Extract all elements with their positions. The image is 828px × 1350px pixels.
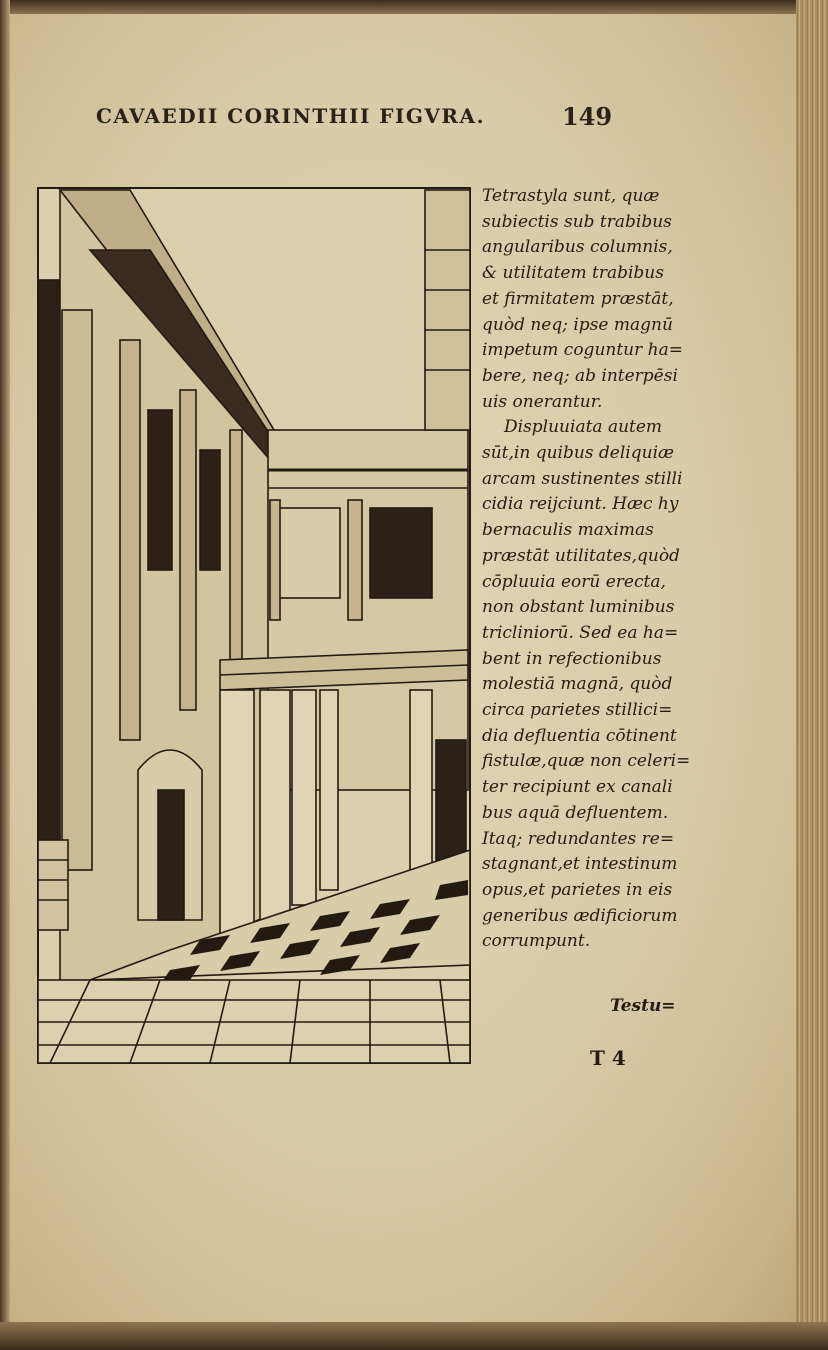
text-line: Itaq; redundantes re= [482, 828, 675, 849]
text-line: impetum coguntur ha= [482, 340, 683, 361]
courtyard-woodcut-illustration [30, 150, 475, 1068]
text-line: non obstant luminibus [482, 597, 675, 618]
text-line: subiectis sub trabibus [482, 211, 672, 232]
text-line: bent in refectionibus [482, 648, 662, 669]
text-line: cidia reijciunt. Hæc hy [482, 494, 679, 515]
text-line: fistulæ,quæ non celeri= [482, 751, 691, 772]
text-line: præstāt utilitates,quòd [482, 545, 680, 566]
catchword: Testu= [610, 996, 676, 1016]
text-line: ter recipiunt ex canali [482, 777, 673, 798]
text-line: uis onerantur. [482, 391, 603, 412]
text-line: Tetrastyla sunt, quæ [482, 186, 660, 206]
page-header [96, 104, 626, 134]
page-top-edge [0, 0, 828, 14]
text-line: angularibus columnis, [482, 237, 673, 258]
text-line: bus aquā defluentem. [482, 802, 669, 823]
text-line: opus,et parietes in eis [482, 879, 673, 900]
text-line: Displuuiata autem [504, 417, 663, 438]
text-line: sūt,in quibus deliquiæ [482, 443, 674, 464]
running-head: CAVAEDII CORINTHII FIGVRA. [96, 104, 486, 128]
text-line: quòd neq; ipse magnū [482, 314, 673, 335]
text-line: & utilitatem trabibus [482, 263, 664, 284]
text-line: cōpluuia eorū erecta, [482, 571, 666, 592]
folio-number: 149 [562, 102, 613, 131]
text-line: molestiā magnā, quòd [482, 674, 673, 695]
page-fore-edge [796, 0, 828, 1350]
page-bottom-edge [0, 1322, 828, 1350]
text-line: generibus ædificiorum [482, 905, 678, 926]
text-line: dia defluentia cōtinent [482, 725, 677, 746]
text-line: bernaculis maximas [482, 520, 654, 541]
text-line: corrumpunt. [482, 931, 591, 952]
woodcut-drawing [30, 150, 475, 1068]
text-line: tricliniorū. Sed ea ha= [482, 622, 679, 643]
text-line: stagnant,et intestinum [482, 854, 678, 875]
text-line: et firmitatem præstāt, [482, 288, 674, 309]
text-line: bere, neq; ab interpēsi [482, 365, 678, 386]
text-line: arcam sustinentes stilli [482, 468, 683, 489]
page-left-edge [0, 0, 10, 1350]
signature-mark: T 4 [590, 1046, 626, 1070]
body-text-column [482, 184, 782, 955]
text-line: circa parietes stillici= [482, 700, 673, 721]
